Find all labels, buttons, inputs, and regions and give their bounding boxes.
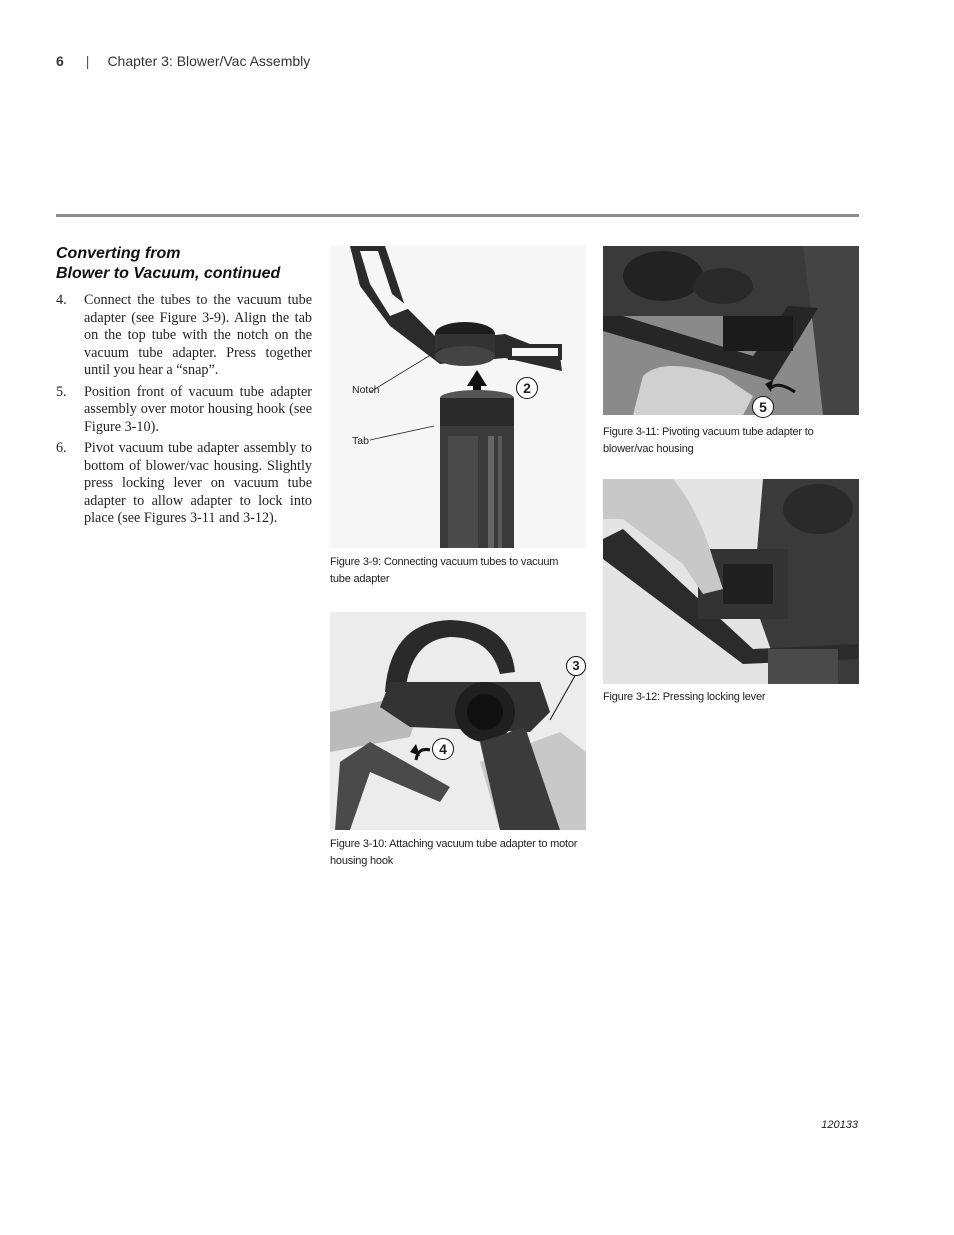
section-title-line1: Converting from bbox=[56, 245, 181, 262]
step-list bbox=[56, 292, 312, 532]
callout-tab: Tab bbox=[352, 435, 369, 447]
header-separator: | bbox=[85, 53, 90, 69]
figure-3-9-caption: Figure 3-9: Connecting vacuum tubes to vacuum tube adapter bbox=[330, 556, 559, 585]
step-number: 6. bbox=[56, 440, 67, 456]
step-text: Pivot vacuum tube adapter assembly to bottom of blower/vac housing. Slightly press locking lever on vacuum tube adapter to allow adapter to lock into place (see Figures 3-11 and 3-12). bbox=[84, 440, 312, 526]
step-item bbox=[56, 440, 312, 528]
figure-3-10-photo bbox=[330, 612, 586, 830]
step-marker-2: 2 bbox=[516, 377, 538, 399]
document-code: 120133 bbox=[821, 1119, 858, 1131]
step-number: 4. bbox=[56, 292, 67, 308]
locking-lever-illustration bbox=[603, 479, 859, 684]
figure-3-10-caption: Figure 3-10: Attaching vacuum tube adapter to motor housing hook bbox=[330, 838, 578, 867]
figure-3-12-caption: Figure 3-12: Pressing locking lever bbox=[603, 691, 766, 703]
vacuum-tube-adapter-illustration bbox=[330, 246, 586, 548]
figure-3-11-photo bbox=[603, 246, 859, 415]
figure-3-9-photo bbox=[330, 246, 586, 548]
step-marker-5: 5 bbox=[752, 396, 774, 418]
section-title bbox=[56, 244, 326, 284]
section-title-line2: Blower to Vacuum, continued bbox=[56, 265, 281, 282]
page-header bbox=[56, 53, 310, 69]
chapter-title: Chapter 3: Blower/Vac Assembly bbox=[107, 53, 311, 69]
step-item bbox=[56, 384, 312, 437]
step-item bbox=[56, 292, 312, 380]
step-marker-4: 4 bbox=[432, 738, 454, 760]
step-marker-3: 3 bbox=[566, 656, 586, 676]
step-text: Connect the tubes to the vacuum tube adapter (see Figure 3-9). Align the tab on the top tube with the notch on the vacuum tube adapter. Press together until you hear a “snap”. bbox=[84, 292, 312, 378]
page-number: 6 bbox=[56, 53, 64, 69]
section-rule bbox=[56, 214, 859, 217]
motor-housing-hook-illustration bbox=[330, 612, 586, 830]
callout-notch: Notch bbox=[352, 384, 380, 396]
figure-3-12-photo bbox=[603, 479, 859, 684]
step-text: Position front of vacuum tube adapter assembly over motor housing hook (see Figure 3-10). bbox=[84, 383, 312, 435]
figure-3-11-caption: Figure 3-11: Pivoting vacuum tube adapter to blower/vac housing bbox=[603, 426, 814, 455]
pivoting-adapter-illustration bbox=[603, 246, 859, 415]
step-number: 5. bbox=[56, 383, 67, 400]
